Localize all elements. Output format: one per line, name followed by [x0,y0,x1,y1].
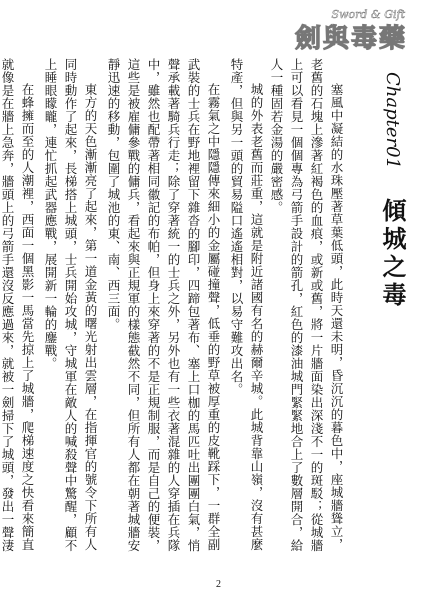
paragraph: 城的外表老舊而莊重，這就是附近諸國有名的赫爾辛城。此城背靠山嶺，沒有甚麼特產，但與另一頭的貿易隘口遙遙相對，以易守難攻出名。 [229,58,264,551]
chapter-title: 傾城之毒 [378,198,407,311]
paragraph: 在蜂擁而至的人潮裡，西面一個黑影一馬當先掠上了城牆，爬梯速度之快看來簡直就像是在牆上急奔，牆頭上的弓箭手還沒反應過來，就被一劍掃下了城頭，發出一聲淒 [0,58,35,552]
paragraph: 在霧氣之中隱隱傳來細小的金屬碰撞聲，低垂的野草被厚重的皮靴踩下，一群全副武裝的士兵在野地裡留下雜沓的腳印，四蹄包著布、塞上口枷的馬匹吐出團團白氣，悄聲承載著騎兵行走；除了穿著統一的士兵之外，另外也有一些衣著混雜的人穿插在兵隊中，雖然也配帶著相同徽記的布帕，但身上來穿著的不是正規制服，而是自己的便裝，這些是被雇傭參戰的傭兵，看起來與正規軍的樣態截然不同，但所有人都在朝著城牆安靜迅速的移動，包圍了城池的東、南、西三面。 [106,58,221,552]
paragraph: 塞風中凝結的水珠壓著草葉低頭，此時天還未明，昏沉沉的暮色中，座城牆聳立，老舊的石塊上滲著紅褐色的血痕，或新或舊，將一片牆面染出深淺不一的斑駁；從城牆上可以看見一個個專為弓箭手設計的箭孔，紅色的漆油城門緊緊地合上了數層開合，給人一種固若金湯的嚴密感。 [269,58,344,552]
page-number: 2 [216,579,221,590]
chapter-label: Chapter01 [382,72,403,170]
header-subtitle: Sword & Gift [331,8,405,21]
text-body [0,58,410,568]
header-title: 劍與毒藥 [294,24,407,54]
paragraph: 東方的天色漸漸亮了起來，第一道金黃的曙光射出雲層，在指揮官的號令下所有人同時動作了起來，長梯搭上城頭，士兵開始攻城，守城軍在敵人的喊殺聲中驚醒，顧不上睡眼矇矓，連忙抓起武器應戰，展開新一輪的鏖戰。 [43,58,98,552]
chapter-heading [350,58,410,568]
